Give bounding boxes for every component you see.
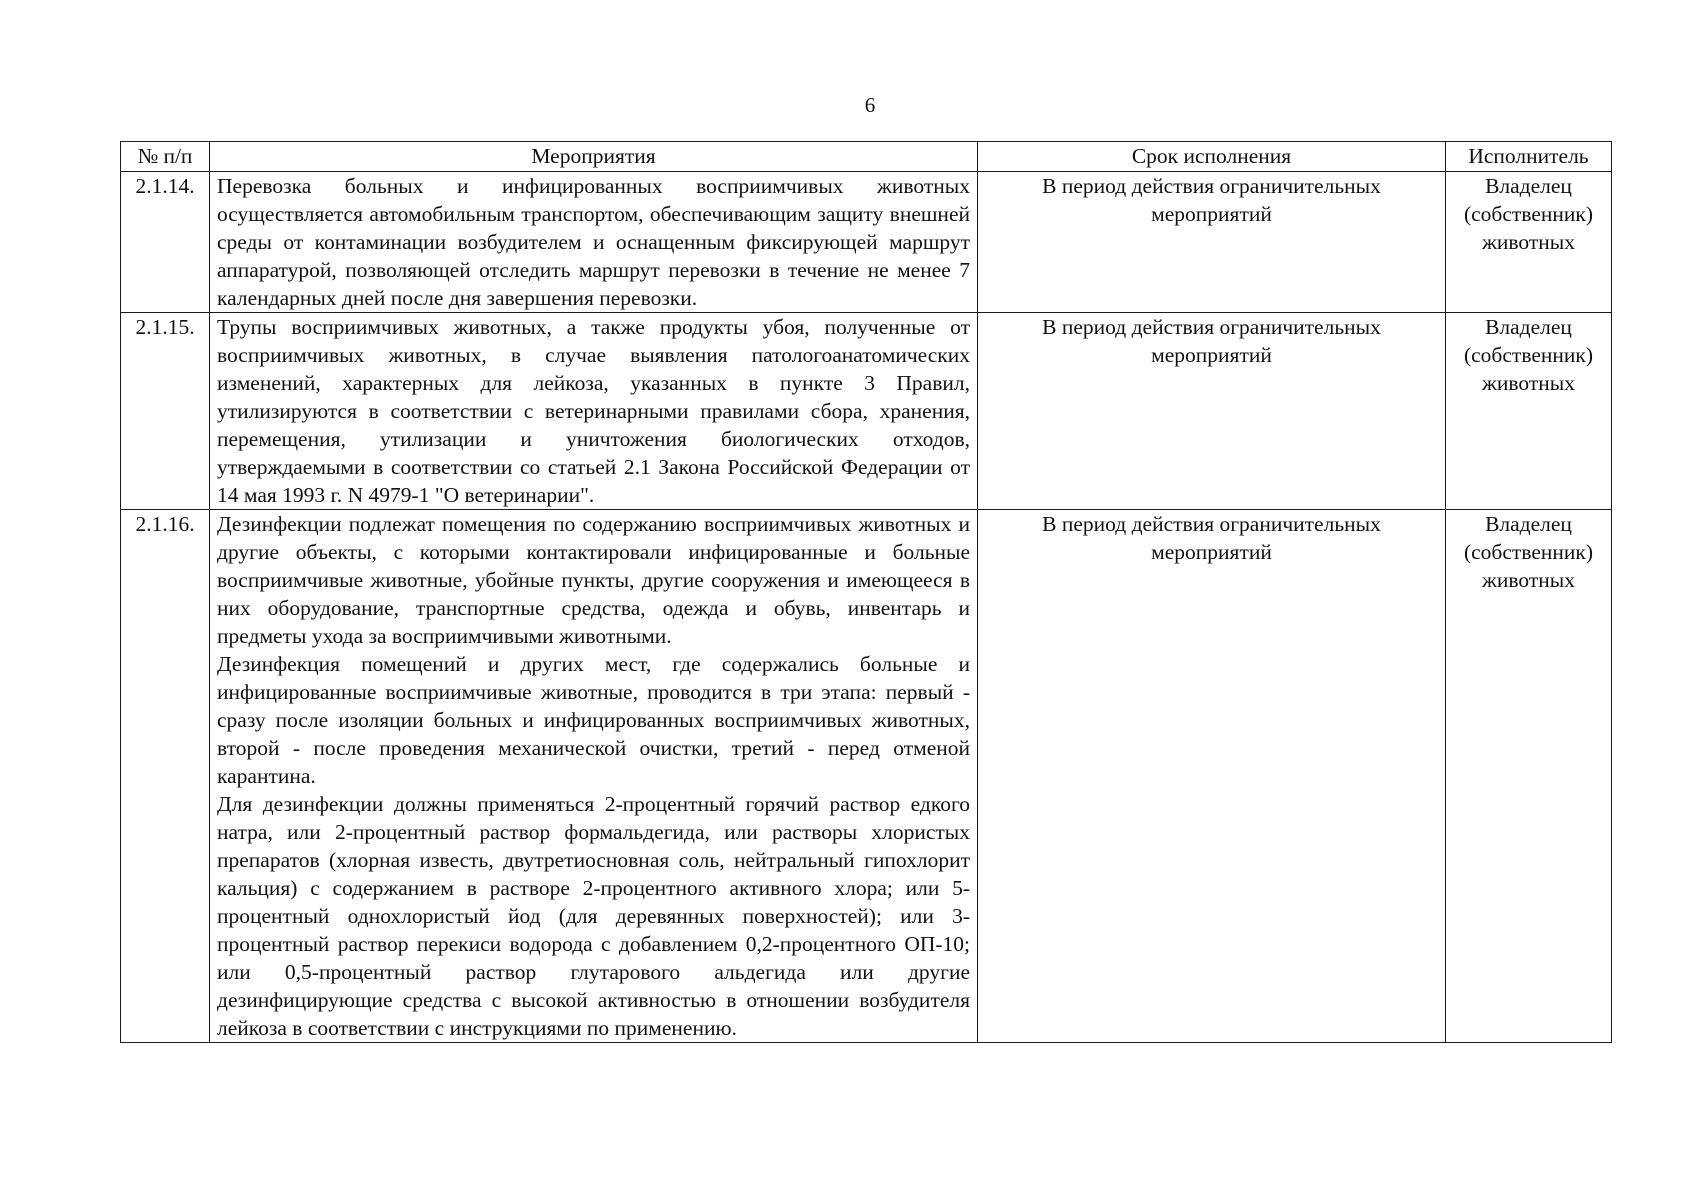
page-number: 6 <box>864 93 876 117</box>
term-line: мероприятий <box>1151 202 1272 226</box>
term-line: мероприятий <box>1151 540 1272 564</box>
executor-line: Владелец <box>1485 315 1572 339</box>
row-action <box>210 313 978 510</box>
action-paragraph: Дезинфекция помещений и других мест, где содержались больные и инфицированные восприимчивые животные, проводится в три этапа: первый - сразу после изоляции больных и инфицированных восприимчивых животных, второй - после проведения механической очистки, третий - перед отменой карантина. <box>217 652 970 788</box>
row-number: 2.1.16. <box>121 510 210 1043</box>
executor-line: животных <box>1482 568 1575 592</box>
row-number: 2.1.14. <box>121 172 210 313</box>
row-term <box>978 510 1446 1043</box>
row-executor <box>1446 510 1612 1043</box>
table-row <box>121 313 1612 510</box>
table-row <box>121 172 1612 313</box>
header-action: Мероприятия <box>210 142 978 172</box>
header-num: № п/п <box>121 142 210 172</box>
executor-line: животных <box>1482 230 1575 254</box>
row-action <box>210 172 978 313</box>
row-action <box>210 510 978 1043</box>
executor-line: Владелец <box>1485 174 1572 198</box>
executor-line: (собственник) <box>1463 540 1594 564</box>
row-executor <box>1446 172 1612 313</box>
header-term: Срок исполнения <box>978 142 1446 172</box>
row-executor <box>1446 313 1612 510</box>
term-line: В период действия ограничительных <box>1042 512 1381 536</box>
term-line: В период действия ограничительных <box>1042 174 1381 198</box>
action-paragraph: Перевозка больных и инфицированных восприимчивых животных осуществляется автомобильным транспортом, обеспечивающим защиту внешней среды от контаминации возбудителем и оснащенным фиксирующей маршрут аппаратурой, позволяющей отследить маршрут перевозки в течение не менее 7 календарных дней после дня завершения перевозки. <box>217 174 970 310</box>
header-executor: Исполнитель <box>1446 142 1612 172</box>
executor-line: (собственник) <box>1463 202 1594 226</box>
action-paragraph: Для дезинфекции должны применяться 2-процентный горячий раствор едкого натра, или 2-процентный раствор формальдегида, или растворы хлористых препаратов (хлорная известь, двутретиосновная соль, нейтральный гипохлорит кальция) с содержанием в растворе 2-процентного активного хлора; или 5-процентный однохлористый йод (для деревянных поверхностей); или 3-процентный раствор перекиси водорода с добавлением 0,2-процентного ОП-10; или 0,5-процентный раствор глутарового альдегида или другие дезинфицирующие средства с высокой активностью в отношении возбудителя лейкоза в соответствии с инструкциями по применению. <box>217 792 970 1040</box>
executor-line: животных <box>1482 371 1575 395</box>
table-header-row <box>121 142 1612 172</box>
executor-line: Владелец <box>1485 512 1572 536</box>
executor-line: (собственник) <box>1463 343 1594 367</box>
table-row <box>121 510 1612 1043</box>
row-term <box>978 313 1446 510</box>
action-paragraph: Трупы восприимчивых животных, а также продукты убоя, полученные от восприимчивых животных, в случае выявления патологоанатомических изменений, характерных для лейкоза, указанных в пункте 3 Правил, утилизируются в соответствии с ветеринарными правилами сбора, хранения, перемещения, утилизации и уничтожения биологических отходов, утверждаемыми в соответствии со статьей 2.1 Закона Российской Федерации от 14 мая 1993 г. N 4979-1 "О ветеринарии". <box>217 315 970 507</box>
action-paragraph: Дезинфекции подлежат помещения по содержанию восприимчивых животных и другие объекты, с которыми контактировали инфицированные и больные восприимчивые животные, убойные пункты, другие сооружения и имеющееся в них оборудование, транспортные средства, одежда и обувь, инвентарь и предметы ухода за восприимчивыми животными. <box>217 512 970 648</box>
term-line: мероприятий <box>1151 343 1272 367</box>
term-line: В период действия ограничительных <box>1042 315 1381 339</box>
measures-table <box>120 141 1612 1043</box>
row-term <box>978 172 1446 313</box>
row-number: 2.1.15. <box>121 313 210 510</box>
